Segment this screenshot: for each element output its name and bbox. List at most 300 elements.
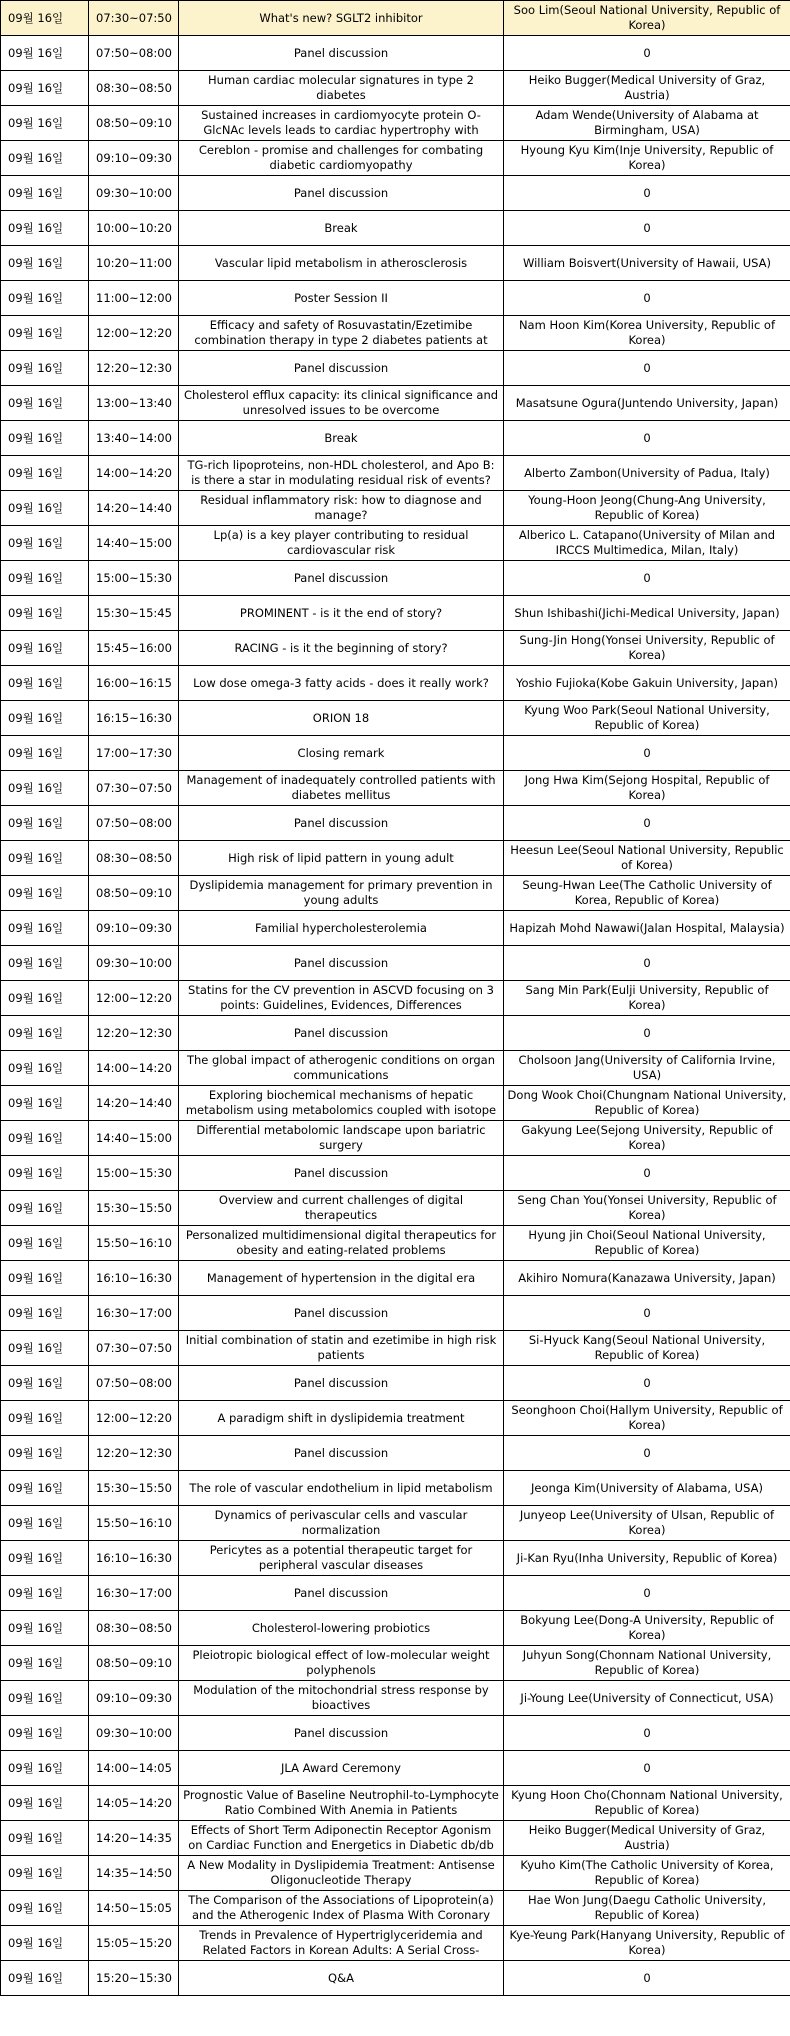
table-row <box>1 666 790 701</box>
session-title-cell-text: TG-rich lipoproteins, non-HDL cholesterol, and Apo B: is there a star in modulating residual risk of events? <box>187 458 495 487</box>
session-title-cell <box>179 1366 504 1401</box>
time-cell-text: 14:20~14:40 <box>96 500 172 515</box>
time-cell-text: 16:15~16:30 <box>96 710 172 725</box>
speaker-cell-text: Akihiro Nomura(Kanazawa University, Japan) <box>518 1270 776 1285</box>
session-title-cell-text: Modulation of the mitochondrial stress response by bioactives <box>193 1683 489 1712</box>
time-cell-text: 16:10~16:30 <box>96 1550 172 1565</box>
date-cell <box>1 701 89 736</box>
session-title-cell-text: Panel discussion <box>293 360 389 375</box>
date-cell <box>1 281 89 316</box>
session-title-cell-text: Panel discussion <box>293 185 389 200</box>
speaker-cell-text: Masatsune Ogura(Juntendo University, Japan) <box>515 395 779 410</box>
session-title-cell-text: Panel discussion <box>293 955 389 970</box>
time-cell-text: 15:05~15:20 <box>96 1935 172 1950</box>
session-title-cell <box>179 1961 504 1996</box>
time-cell-text: 09:10~09:30 <box>96 150 172 165</box>
date-cell-text: 09월 16일 <box>8 80 64 95</box>
speaker-cell-text: Hyoung Kyu Kim(Inje University, Republic of Korea) <box>520 143 774 172</box>
table-row <box>1 1716 790 1751</box>
table-row <box>1 526 790 561</box>
date-cell-text: 09월 16일 <box>8 360 64 375</box>
table-row <box>1 176 790 211</box>
session-title-cell-text: Familial hypercholesterolemia <box>255 920 427 935</box>
date-cell <box>1 1436 89 1471</box>
speaker-cell <box>504 631 790 666</box>
session-title-cell <box>179 1121 504 1156</box>
table-row <box>1 1751 790 1786</box>
speaker-cell-text: Kyung Hoon Cho(Chonnam National University, Republic of Korea) <box>511 1788 783 1817</box>
table-row <box>1 1856 790 1891</box>
speaker-cell <box>504 1 790 36</box>
time-cell-text: 16:30~17:00 <box>96 1585 172 1600</box>
table-row <box>1 1471 790 1506</box>
time-cell <box>89 421 179 456</box>
date-cell <box>1 1156 89 1191</box>
time-cell <box>89 1191 179 1226</box>
time-cell-text: 09:30~10:00 <box>96 955 172 970</box>
date-cell-text: 09월 16일 <box>8 395 64 410</box>
speaker-cell <box>504 1366 790 1401</box>
speaker-cell-text: Dong Wook Choi(Chungnam National University, Republic of Korea) <box>507 1088 787 1117</box>
table-row <box>1 806 790 841</box>
time-cell <box>89 281 179 316</box>
session-title-cell-text: Statins for the CV prevention in ASCVD focusing on 3 points: Guidelines, Evidences, Differences <box>188 983 494 1012</box>
date-cell-text: 09월 16일 <box>8 1760 64 1775</box>
date-cell-text: 09월 16일 <box>8 850 64 865</box>
date-cell-text: 09월 16일 <box>8 1060 64 1075</box>
date-cell-text: 09월 16일 <box>8 1375 64 1390</box>
time-cell <box>89 1576 179 1611</box>
speaker-cell <box>504 421 790 456</box>
speaker-cell-text: 0 <box>643 360 651 375</box>
time-cell <box>89 1821 179 1856</box>
session-title-cell <box>179 1786 504 1821</box>
speaker-cell-text: 0 <box>643 1445 651 1460</box>
table-row <box>1 561 790 596</box>
date-cell <box>1 36 89 71</box>
speaker-cell <box>504 386 790 421</box>
time-cell <box>89 1296 179 1331</box>
time-cell-text: 15:50~16:10 <box>96 1235 172 1250</box>
speaker-cell-text: Ji-Kan Ryu(Inha University, Republic of Korea) <box>516 1550 778 1565</box>
time-cell <box>89 71 179 106</box>
time-cell <box>89 1716 179 1751</box>
table-row <box>1 981 790 1016</box>
speaker-cell <box>504 1226 790 1261</box>
time-cell <box>89 141 179 176</box>
table-row <box>1 246 790 281</box>
date-cell-text: 09월 16일 <box>8 955 64 970</box>
session-title-cell <box>179 176 504 211</box>
date-cell-text: 09월 16일 <box>8 255 64 270</box>
time-cell <box>89 246 179 281</box>
session-title-cell <box>179 491 504 526</box>
session-title-cell-text: Pleiotropic biological effect of low-molecular weight polyphenols <box>192 1648 490 1677</box>
date-cell-text: 09월 16일 <box>8 290 64 305</box>
date-cell-text: 09월 16일 <box>8 535 64 550</box>
speaker-cell <box>504 1926 790 1961</box>
speaker-cell-text: 0 <box>643 1970 651 1985</box>
session-title-cell <box>179 211 504 246</box>
session-title-cell <box>179 1821 504 1856</box>
session-title-cell <box>179 561 504 596</box>
speaker-cell <box>504 1576 790 1611</box>
session-title-cell-text: Lp(a) is a key player contributing to residual cardiovascular risk <box>213 528 469 557</box>
date-cell <box>1 141 89 176</box>
session-title-cell-text: Differential metabolomic landscape upon bariatric surgery <box>196 1123 486 1152</box>
date-cell <box>1 1856 89 1891</box>
session-title-cell <box>179 631 504 666</box>
speaker-cell-text: Yoshio Fujioka(Kobe Gakuin University, Japan) <box>515 675 778 690</box>
time-cell <box>89 176 179 211</box>
table-row <box>1 491 790 526</box>
table-row <box>1 421 790 456</box>
date-cell-text: 09월 16일 <box>8 815 64 830</box>
date-cell <box>1 561 89 596</box>
table-row <box>1 141 790 176</box>
date-cell <box>1 1471 89 1506</box>
speaker-cell <box>504 211 790 246</box>
table-row <box>1 1961 790 1996</box>
session-title-cell <box>179 1471 504 1506</box>
time-cell <box>89 351 179 386</box>
time-cell-text: 08:50~09:10 <box>96 115 172 130</box>
session-title-cell-text: RACING - is it the beginning of story? <box>234 640 448 655</box>
time-cell <box>89 456 179 491</box>
time-cell-text: 16:10~16:30 <box>96 1270 172 1285</box>
session-title-cell <box>179 1 504 36</box>
speaker-cell-text: Sang Min Park(Eulji University, Republic of Korea) <box>525 983 769 1012</box>
speaker-cell-text: Cholsoon Jang(University of California Irvine, USA) <box>518 1053 776 1082</box>
table-row <box>1 386 790 421</box>
speaker-cell <box>504 71 790 106</box>
date-cell <box>1 806 89 841</box>
date-cell-text: 09월 16일 <box>8 1795 64 1810</box>
speaker-cell <box>504 1856 790 1891</box>
time-cell-text: 15:00~15:30 <box>96 570 172 585</box>
table-row <box>1 1016 790 1051</box>
speaker-cell <box>504 1471 790 1506</box>
date-cell-text: 09월 16일 <box>8 500 64 515</box>
speaker-cell-text: Nam Hoon Kim(Korea University, Republic of Korea) <box>518 318 776 347</box>
date-cell <box>1 946 89 981</box>
speaker-cell-text: Si-Hyuck Kang(Seoul National University, Republic of Korea) <box>528 1333 766 1362</box>
session-title-cell <box>179 1856 504 1891</box>
speaker-cell <box>504 1751 790 1786</box>
table-row <box>1 701 790 736</box>
date-cell <box>1 1821 89 1856</box>
date-cell <box>1 771 89 806</box>
speaker-cell <box>504 351 790 386</box>
table-row <box>1 1296 790 1331</box>
date-cell-text: 09월 16일 <box>8 780 64 795</box>
speaker-cell <box>504 1261 790 1296</box>
date-cell <box>1 1751 89 1786</box>
time-cell <box>89 1016 179 1051</box>
table-row <box>1 736 790 771</box>
time-cell <box>89 1681 179 1716</box>
date-cell-text: 09월 16일 <box>8 1690 64 1705</box>
time-cell <box>89 631 179 666</box>
date-cell <box>1 1121 89 1156</box>
speaker-cell-text: 0 <box>643 1760 651 1775</box>
time-cell <box>89 1121 179 1156</box>
session-title-cell <box>179 246 504 281</box>
time-cell <box>89 1401 179 1436</box>
date-cell-text: 09월 16일 <box>8 325 64 340</box>
date-cell <box>1 1926 89 1961</box>
time-cell-text: 08:30~08:50 <box>96 80 172 95</box>
date-cell-text: 09월 16일 <box>8 570 64 585</box>
session-title-cell-text: Break <box>324 220 358 235</box>
speaker-cell-text: Seung-Hwan Lee(The Catholic University of Korea, Republic of Korea) <box>522 878 772 907</box>
speaker-cell <box>504 1506 790 1541</box>
session-title-cell <box>179 1751 504 1786</box>
speaker-cell-text: Jong Hwa Kim(Sejong Hospital, Republic of Korea) <box>524 773 770 802</box>
time-cell-text: 15:30~15:45 <box>96 605 172 620</box>
schedule-body <box>1 1 790 1996</box>
time-cell <box>89 386 179 421</box>
speaker-cell-text: Seonghoon Choi(Hallym University, Republic of Korea) <box>511 1403 783 1432</box>
session-title-cell-text: Human cardiac molecular signatures in type 2 diabetes <box>208 73 474 102</box>
session-title-cell-text: Panel discussion <box>293 1305 389 1320</box>
table-row <box>1 1506 790 1541</box>
date-cell <box>1 1 89 36</box>
speaker-cell-text: 0 <box>643 815 651 830</box>
time-cell <box>89 1436 179 1471</box>
time-cell-text: 07:30~07:50 <box>96 10 172 25</box>
date-cell <box>1 736 89 771</box>
speaker-cell <box>504 1016 790 1051</box>
speaker-cell <box>504 1086 790 1121</box>
speaker-cell-text: Ji-Young Lee(University of Connecticut, USA) <box>520 1690 774 1705</box>
speaker-cell-text: 0 <box>643 1025 651 1040</box>
time-cell <box>89 36 179 71</box>
session-title-cell <box>179 981 504 1016</box>
table-row <box>1 1611 790 1646</box>
speaker-cell <box>504 736 790 771</box>
session-title-cell <box>179 456 504 491</box>
time-cell <box>89 1086 179 1121</box>
date-cell-text: 09월 16일 <box>8 1305 64 1320</box>
time-cell <box>89 911 179 946</box>
date-cell <box>1 1646 89 1681</box>
speaker-cell-text: Junyeop Lee(University of Ulsan, Republic of Korea) <box>519 1508 775 1537</box>
session-title-cell-text: Pericytes as a potential therapeutic target for peripheral vascular diseases <box>209 1543 473 1572</box>
date-cell-text: 09월 16일 <box>8 1900 64 1915</box>
date-cell <box>1 1506 89 1541</box>
speaker-cell <box>504 281 790 316</box>
table-row <box>1 351 790 386</box>
time-cell <box>89 316 179 351</box>
time-cell-text: 15:45~16:00 <box>96 640 172 655</box>
table-row <box>1 841 790 876</box>
speaker-cell-text: Kyuho Kim(The Catholic University of Korea, Republic of Korea) <box>520 1858 774 1887</box>
date-cell <box>1 596 89 631</box>
table-row <box>1 1436 790 1471</box>
time-cell-text: 12:20~12:30 <box>96 360 172 375</box>
time-cell <box>89 526 179 561</box>
table-row <box>1 1086 790 1121</box>
session-title-cell <box>179 596 504 631</box>
table-row <box>1 1926 790 1961</box>
speaker-cell-text: 0 <box>643 570 651 585</box>
date-cell-text: 09월 16일 <box>8 1340 64 1355</box>
session-title-cell-text: Dyslipidemia management for primary prevention in young adults <box>189 878 493 907</box>
date-cell-text: 09월 16일 <box>8 1235 64 1250</box>
speaker-cell <box>504 106 790 141</box>
session-title-cell <box>179 701 504 736</box>
session-title-cell <box>179 1156 504 1191</box>
session-title-cell <box>179 1506 504 1541</box>
session-title-cell-text: Effects of Short Term Adiponectin Receptor Agonism on Cardiac Function and Energetics in Diabetic db/db <box>188 1823 494 1852</box>
session-title-cell <box>179 841 504 876</box>
session-title-cell <box>179 1261 504 1296</box>
time-cell <box>89 666 179 701</box>
table-row <box>1 316 790 351</box>
date-cell <box>1 351 89 386</box>
speaker-cell <box>504 1961 790 1996</box>
speaker-cell-text: Hyung jin Choi(Seoul National University, Republic of Korea) <box>528 1228 766 1257</box>
session-title-cell <box>179 71 504 106</box>
session-title-cell <box>179 946 504 981</box>
speaker-cell <box>504 36 790 71</box>
time-cell-text: 14:40~15:00 <box>96 1130 172 1145</box>
speaker-cell-text: Gakyung Lee(Sejong University, Republic of Korea) <box>521 1123 773 1152</box>
time-cell-text: 08:30~08:50 <box>96 1620 172 1635</box>
session-title-cell <box>179 1016 504 1051</box>
table-row <box>1 1401 790 1436</box>
time-cell <box>89 981 179 1016</box>
speaker-cell <box>504 1611 790 1646</box>
time-cell <box>89 106 179 141</box>
session-title-cell-text: Cereblon - promise and challenges for combating diabetic cardiomyopathy <box>198 143 484 172</box>
date-cell-text: 09월 16일 <box>8 1095 64 1110</box>
table-row <box>1 106 790 141</box>
session-title-cell <box>179 876 504 911</box>
date-cell-text: 09월 16일 <box>8 1935 64 1950</box>
session-title-cell <box>179 736 504 771</box>
date-cell <box>1 1226 89 1261</box>
date-cell-text: 09월 16일 <box>8 115 64 130</box>
session-title-cell-text: High risk of lipid pattern in young adult <box>228 850 454 865</box>
time-cell-text: 14:20~14:35 <box>96 1830 172 1845</box>
time-cell-text: 16:00~16:15 <box>96 675 172 690</box>
table-row <box>1 1 790 36</box>
time-cell-text: 14:00~14:05 <box>96 1760 172 1775</box>
speaker-cell <box>504 246 790 281</box>
session-title-cell <box>179 1891 504 1926</box>
session-title-cell-text: The Comparison of the Associations of Lipoprotein(a) and the Atherogenic Index of Plasma With Coronary <box>188 1893 494 1922</box>
time-cell-text: 09:30~10:00 <box>96 1725 172 1740</box>
time-cell <box>89 946 179 981</box>
session-title-cell-text: A New Modality in Dyslipidemia Treatment: Antisense Oligonucleotide Therapy <box>187 1858 495 1887</box>
time-cell <box>89 1961 179 1996</box>
time-cell-text: 13:00~13:40 <box>96 395 172 410</box>
session-title-cell <box>179 911 504 946</box>
session-title-cell-text: Panel discussion <box>293 1375 389 1390</box>
speaker-cell-text: Hae Won Jung(Daegu Catholic University, Republic of Korea) <box>527 1893 767 1922</box>
table-row <box>1 1646 790 1681</box>
session-title-cell <box>179 36 504 71</box>
session-title-cell <box>179 771 504 806</box>
session-title-cell-text: JLA Award Ceremony <box>281 1760 401 1775</box>
speaker-cell <box>504 1646 790 1681</box>
date-cell <box>1 1961 89 1996</box>
session-title-cell-text: Panel discussion <box>293 1445 389 1460</box>
date-cell-text: 09월 16일 <box>8 1165 64 1180</box>
table-row <box>1 1051 790 1086</box>
date-cell <box>1 1541 89 1576</box>
speaker-cell <box>504 806 790 841</box>
table-row <box>1 631 790 666</box>
table-row <box>1 1331 790 1366</box>
speaker-cell <box>504 596 790 631</box>
date-cell <box>1 1261 89 1296</box>
time-cell-text: 10:00~10:20 <box>96 220 172 235</box>
time-cell <box>89 1926 179 1961</box>
time-cell <box>89 806 179 841</box>
time-cell-text: 15:20~15:30 <box>96 1970 172 1985</box>
table-row <box>1 1576 790 1611</box>
session-title-cell-text: The role of vascular endothelium in lipid metabolism <box>189 1480 493 1495</box>
table-row <box>1 1121 790 1156</box>
session-title-cell <box>179 1681 504 1716</box>
date-cell <box>1 841 89 876</box>
session-title-cell-text: Cholesterol-lowering probiotics <box>251 1620 431 1635</box>
time-cell-text: 14:40~15:00 <box>96 535 172 550</box>
date-cell <box>1 631 89 666</box>
session-title-cell <box>179 1331 504 1366</box>
speaker-cell <box>504 141 790 176</box>
time-cell <box>89 1646 179 1681</box>
date-cell-text: 09월 16일 <box>8 990 64 1005</box>
speaker-cell-text: Kyung Woo Park(Seoul National University, Republic of Korea) <box>524 703 770 732</box>
session-title-cell <box>179 1436 504 1471</box>
date-cell-text: 09월 16일 <box>8 1970 64 1985</box>
speaker-cell <box>504 1121 790 1156</box>
speaker-cell <box>504 1401 790 1436</box>
time-cell <box>89 701 179 736</box>
time-cell <box>89 1471 179 1506</box>
session-title-cell <box>179 1576 504 1611</box>
session-title-cell-text: A paradigm shift in dyslipidemia treatment <box>217 1410 465 1425</box>
table-row <box>1 1786 790 1821</box>
session-title-cell-text: Overview and current challenges of digital therapeutics <box>218 1193 464 1222</box>
time-cell-text: 07:50~08:00 <box>96 45 172 60</box>
speaker-cell-text: 0 <box>643 185 651 200</box>
speaker-cell <box>504 456 790 491</box>
time-cell <box>89 1506 179 1541</box>
date-cell <box>1 1681 89 1716</box>
date-cell <box>1 421 89 456</box>
time-cell-text: 14:05~14:20 <box>96 1795 172 1810</box>
time-cell <box>89 1751 179 1786</box>
date-cell <box>1 1576 89 1611</box>
date-cell <box>1 456 89 491</box>
speaker-cell <box>504 1156 790 1191</box>
date-cell-text: 09월 16일 <box>8 885 64 900</box>
session-title-cell <box>179 806 504 841</box>
session-title-cell <box>179 1051 504 1086</box>
speaker-cell <box>504 176 790 211</box>
date-cell-text: 09월 16일 <box>8 1480 64 1495</box>
session-title-cell <box>179 1401 504 1436</box>
date-cell <box>1 176 89 211</box>
table-row <box>1 946 790 981</box>
speaker-cell <box>504 1191 790 1226</box>
time-cell-text: 08:50~09:10 <box>96 1655 172 1670</box>
